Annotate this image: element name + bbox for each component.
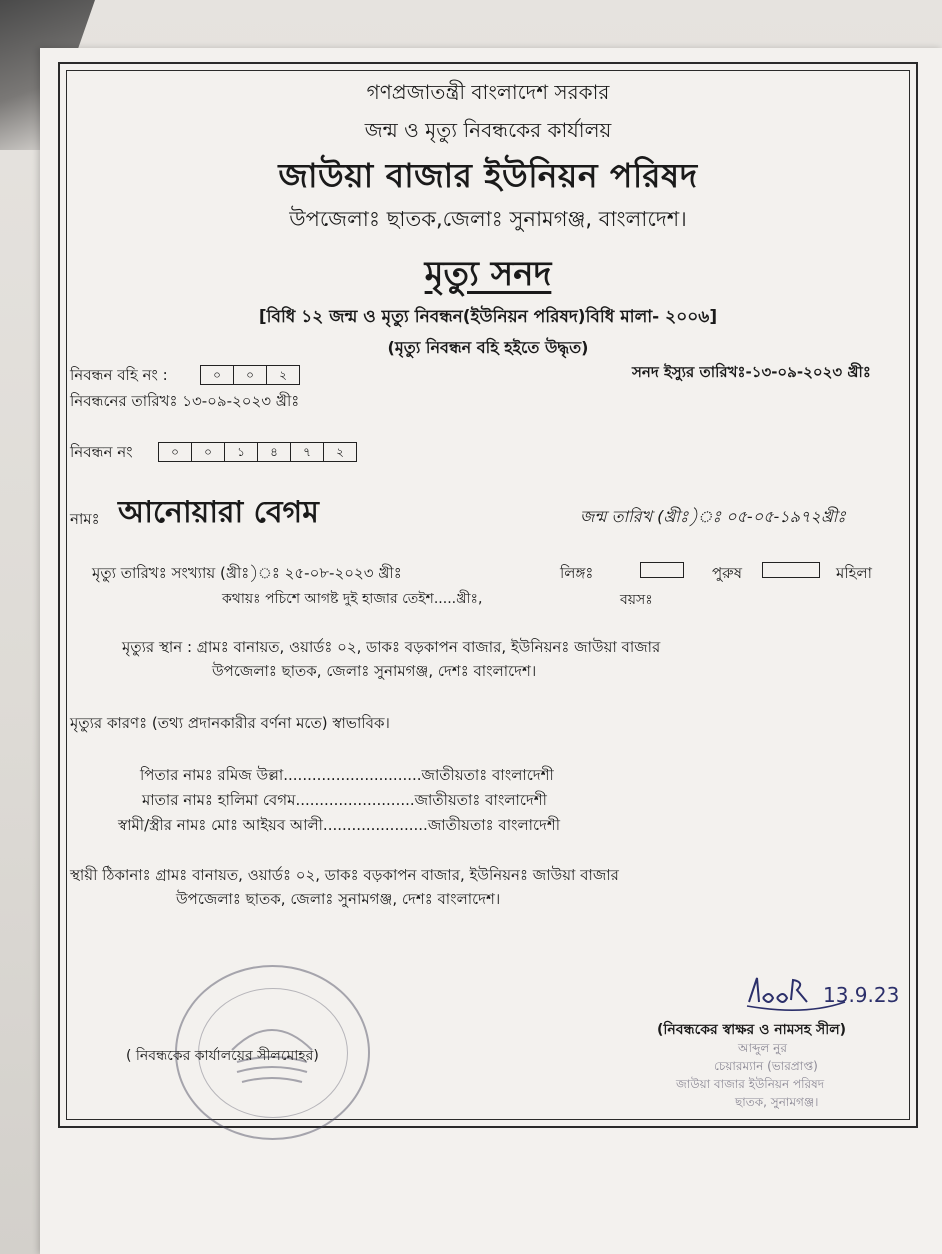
book-number-label: নিবন্ধন বহি নং : [70,366,168,384]
address-line: উপজেলাঃ ছাতক,জেলাঃ সুনামগঞ্জ, বাংলাদেশ। [289,207,687,231]
signer-name: আব্দুল নুর [738,1041,787,1055]
male-checkbox [640,562,684,578]
deceased-name: আনোয়ারা বেগম [118,495,319,530]
union-council-name: জাউয়া বাজার ইউনিয়ন পরিষদ [278,156,698,195]
book-number-boxes [200,365,300,385]
age-label: বয়সঃ [620,592,653,608]
signer-office: জাউয়া বাজার ইউনিয়ন পরিষদ [676,1077,825,1091]
name-label: নামঃ [70,510,100,528]
death-date-number: মৃত্যু তারিখঃ সংখ্যায় (খ্রীঃ)ঃ ২৫-০৮-২০২৩ খ্রীঃ [92,564,402,582]
book-digit: ২ [279,368,287,382]
book-digit: ০ [201,366,234,384]
government-line: গণপ্রজাতন্ত্রী বাংলাদেশ সরকার [366,80,610,104]
reg-digit: ২ [336,445,344,459]
reg-digit: ০ [159,443,192,461]
book-digit: ০ [234,366,267,384]
registration-number-label: নিবন্ধন নং [70,443,133,461]
extract-note: (মৃত্যু নিবন্ধন বহি হইতে উদ্ধৃত) [387,338,589,357]
father-name: পিতার নামঃ রমিজ উল্লা.............................জাতীয়তাঃ বাংলাদেশী [140,766,554,784]
death-place-line1: মৃত্যুর স্থান : গ্রামঃ বানায়ত, ওয়ার্ডঃ ০২, ডাকঃ বড়কাপন বাজার, ইউনিয়নঃ জাউয়া বাজার [122,638,661,656]
registration-date: নিবন্ধনের তারিখঃ ১৩-০৯-২০২৩ খ্রীঃ [70,392,300,410]
death-date-words: কথায়ঃ পচিশে আগষ্ট দুই হাজার তেইশ.....খ্রীঃ, [222,591,483,607]
spouse-name: স্বামী/স্ত্রীর নামঃ মোঃ আইয়ব আলী......................জাতীয়তাঃ বাংলাদেশী [118,816,561,834]
permanent-address-line1: স্থায়ী ঠিকানাঃ গ্রামঃ বানায়ত, ওয়ার্ডঃ ০২, ডাকঃ বড়কাপন বাজার, ইউনিয়নঃ জাউয়া বাজার [70,866,619,884]
reg-digit: ০ [192,443,225,461]
signer-caption: (নিবন্ধকের স্বাক্ষর ও নামসহ সীল) [657,1022,847,1038]
rule-reference: [বিধি ১২ জন্ম ও মৃত্যু নিবন্ধন(ইউনিয়ন পরিষদ)বিধি মালা- ২০০৬] [258,307,718,327]
female-label: মহিলা [836,564,873,582]
female-checkbox [762,562,820,578]
document-title: মৃত্যু সনদ [424,254,552,294]
cause-of-death: মৃত্যুর কারণঃ (তথ্য প্রদানকারীর বর্ণনা মতে) স্বাভাবিক। [70,714,390,732]
signature-date-scribble: 13.9.23 [823,983,900,1007]
registrar-signature [745,972,900,1024]
reg-digit: ৭ [291,443,324,461]
date-of-birth: জন্ম তারিখ (খ্রীঃ)ঃ ০৫-০৫-১৯৭২খ্রীঃ [580,507,846,526]
registrar-office-line: জন্ম ও মৃত্যু নিবন্ধকের কার্যালয় [364,118,612,142]
signer-title: চেয়ারম্যান (ভারপ্রাপ্ত) [714,1059,818,1073]
gender-label: লিঙ্গঃ [560,564,594,582]
male-label: পুরুষ [712,564,742,582]
registration-number-boxes [158,442,357,462]
permanent-address-line2: উপজেলাঃ ছাতক, জেলাঃ সুনামগঞ্জ, দেশঃ বাংলাদেশ। [176,890,501,908]
reg-digit: ১ [225,443,258,461]
reg-digit: ৪ [258,443,291,461]
death-place-line2: উপজেলাঃ ছাতক, জেলাঃ সুনামগঞ্জ, দেশঃ বাংলাদেশ। [212,662,537,680]
mother-name: মাতার নামঃ হালিমা বেগম.........................জাতীয়তাঃ বাংলাদেশী [142,791,547,809]
seal-caption: ( নিবন্ধকের কার্যালয়ের সীলমোহর) [126,1048,319,1064]
signer-place: ছাতক, সুনামগঞ্জ। [735,1095,819,1109]
issue-date: সনদ ইস্যুর তারিখঃ-১৩-০৯-২০২৩ খ্রীঃ [632,363,871,381]
